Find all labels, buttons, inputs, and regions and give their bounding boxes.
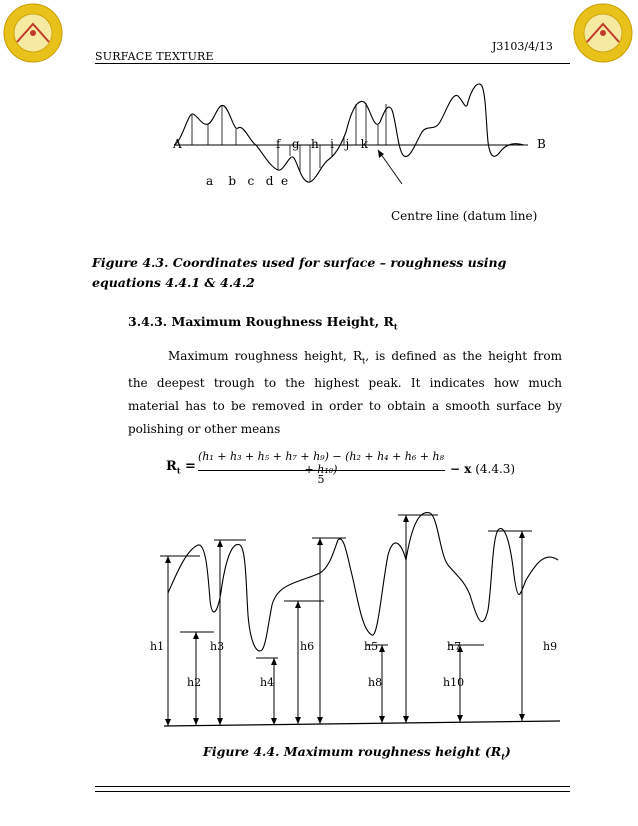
footer-rule-thin (95, 791, 570, 792)
label-h1: h1 (150, 640, 165, 653)
label-h7: h7 (447, 640, 462, 653)
centre-line-label: Centre line (datum line) (391, 209, 538, 223)
upper-ordinate-letters: f g h i j k (276, 137, 368, 151)
label-a-point: A (173, 137, 182, 151)
label-h6: h6 (300, 640, 315, 653)
footer-rule-thick (95, 786, 570, 787)
page-code: J3103/4/13 (492, 40, 553, 53)
equation-lhs: $R_t$ = (166, 459, 196, 476)
lower-ordinate-letters: a b c d e (206, 174, 289, 188)
figure-4-4-caption: Figure 4.4. Maximum roughness height $(R_t)$ (203, 744, 511, 762)
label-h2: h2 (187, 676, 202, 689)
equation-denominator: 5 (317, 473, 325, 486)
datum-line (164, 721, 560, 726)
roughness-profile (168, 513, 558, 651)
equation-rhs: − x (4.4.3) (450, 462, 516, 476)
surface-profile (174, 84, 524, 182)
label-b-point: B (537, 137, 546, 151)
abbyy-watermark-logo-right[interactable] (572, 2, 634, 64)
figure-4-3-caption: Figure 4.3. Coordinates used for surface – roughness using equations 4.4.1 & 4.4.2 (92, 255, 507, 290)
section-heading: 3.4.3. Maximum Roughness Height, $R_t$ (128, 314, 398, 332)
section-paragraph: Maximum roughness height, $R_t$, is defined as the height from the deepest trough to the highest peak. It indicates how much material has to be removed in order to obtain a smooth surface by polishing or other means (128, 349, 562, 437)
label-h5: h5 (364, 640, 379, 653)
figure-4-4-diagram (148, 505, 568, 735)
abbyy-watermark-logo[interactable] (2, 2, 64, 64)
header-rule (95, 63, 570, 64)
fraction-bar (198, 470, 445, 471)
header-title: SURFACE TEXTURE (95, 50, 214, 63)
label-h9: h9 (543, 640, 558, 653)
label-h8: h8 (368, 676, 383, 689)
label-h3: h3 (210, 640, 225, 653)
height-markers (160, 515, 532, 726)
label-h10: h10 (443, 676, 465, 689)
equation-numerator: (h₁ + h₃ + h₅ + h₇ + h₉) − (h₂ + h₄ + h₆ + h₈ + h₁₀) (197, 450, 444, 476)
label-h4: h4 (260, 676, 275, 689)
